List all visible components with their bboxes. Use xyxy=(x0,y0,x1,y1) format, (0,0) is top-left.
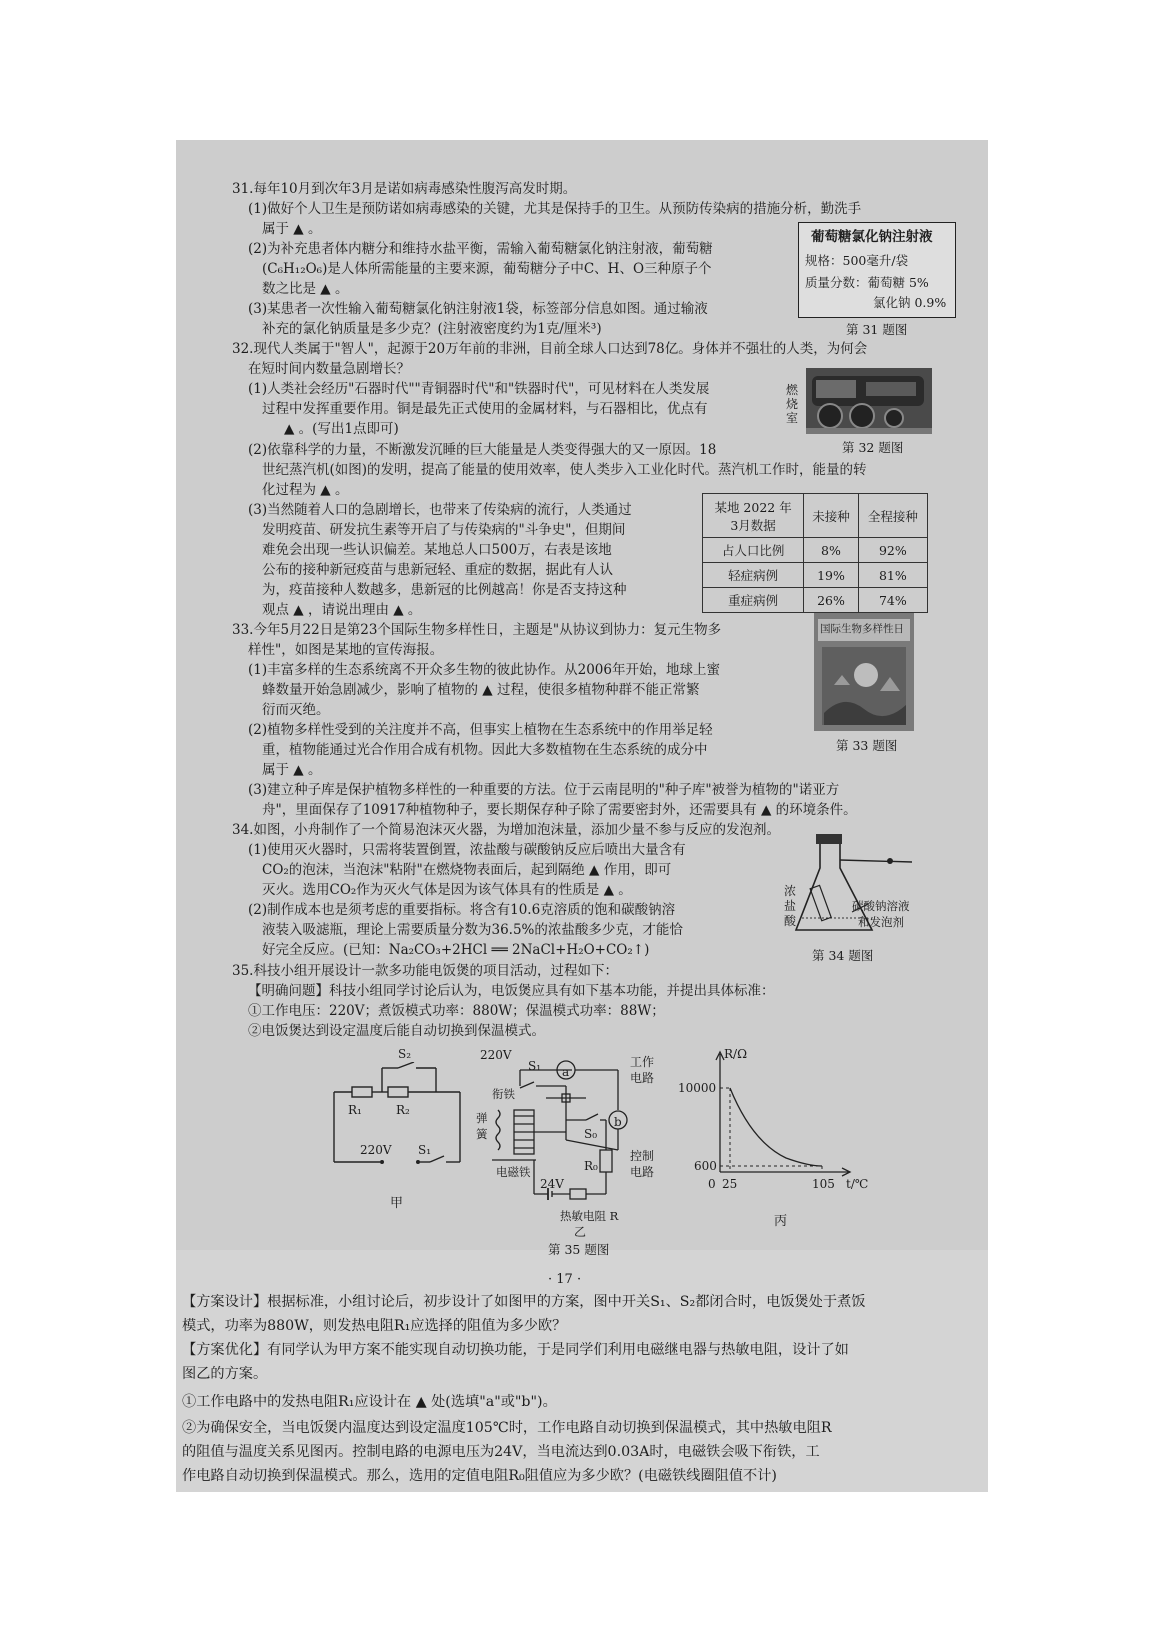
q35-optimize-1: 【方案优化】有同学认为甲方案不能实现自动切换功能，于是同学们利用电磁继电器与热敏电阻，设计了如 xyxy=(182,1342,849,1358)
q33-part1-a: (1)丰富多样的生态系统离不开众多生物的彼此协作。从2006年开始，地球上蜜 xyxy=(248,662,720,678)
q33-part2-c: 属于 ▲ 。 xyxy=(262,762,322,778)
q31-part2-b: (C₆H₁₂O₆)是人体所需能量的主要来源，葡萄糖分子中C、H、O三种原子个 xyxy=(262,261,712,277)
q34-part2-c: 好完全反应。(已知：Na₂CO₃+2HCl ══ 2NaCl+H₂O+CO₂↑) xyxy=(262,942,650,958)
yi-armature: 衔铁 xyxy=(492,1087,515,1101)
yi-b: b xyxy=(614,1115,622,1129)
table-row xyxy=(703,563,928,588)
q34-part1-b: CO₂的泡沫，当泡沫"粘附"在燃烧物表面后，起到隔绝 ▲ 作用，即可 xyxy=(262,862,672,878)
q34-part2-a: (2)制作成本也是须考虑的重要指标。将含有10.6克溶质的饱和碳酸钠溶 xyxy=(248,902,676,918)
q35-design-2: 模式，功率为880W，则发热电阻R₁应选择的阻值为多少欧？ xyxy=(182,1318,567,1334)
q33-part3-b: 舟"，里面保存了10917种植物种子，要长期保存种子除了需要密封外，还需要具有 ▲ 的环境条件。 xyxy=(262,802,857,818)
q35-design-1: 【方案设计】根据标准，小组讨论后，初步设计了如图甲的方案，图中开关S₁、S₂都闭合时，电饭煲处于煮饭 xyxy=(182,1294,866,1310)
yi-thermistor: 热敏电阻 R xyxy=(560,1209,619,1223)
table-header-vaccinated: 全程接种 xyxy=(858,494,927,538)
q33-part1-b: 蜂数量开始急剧减少，影响了植物的 ▲ 过程，使很多植物种群不能正常繁 xyxy=(262,682,700,698)
q31-label-title: 葡萄糖氯化钠注射液 xyxy=(811,229,933,245)
q34-part1-c: 灭火。选用CO₂作为灭火气体是因为该气体具有的性质是 ▲ 。 xyxy=(262,882,632,898)
q32-part3-e: 为，疫苗接种人数越多，患新冠的比例越高！你是否支持这种 xyxy=(262,582,627,598)
q33-part2-b: 重，植物能通过光合作用合成有机物。因此大多数植物在生态系统的成分中 xyxy=(262,742,708,758)
q32-stem-2: 在短时间内数量急剧增长？ xyxy=(248,361,410,377)
q34-caption: 第 34 题图 xyxy=(812,948,874,963)
jia-s2: S₂ xyxy=(398,1047,412,1061)
q35-optimize-2: 图乙的方案。 xyxy=(182,1366,268,1382)
table-cell: 74% xyxy=(858,588,927,613)
q35-criterion-2: ②电饭煲达到设定温度后能自动切换到保温模式。 xyxy=(248,1023,545,1039)
q33-caption: 第 33 题图 xyxy=(836,738,898,753)
q32-combustion-label: 燃烧室 xyxy=(786,383,799,425)
jia-voltage: 220V xyxy=(360,1143,392,1157)
yi-s0: S₀ xyxy=(584,1127,598,1141)
q32-part1-c: ▲ 。(写出1点即可) xyxy=(284,421,399,437)
yi-ctrl-1: 控制 xyxy=(630,1149,655,1163)
q32-part3-f: 观点 ▲ ，请说出理由 ▲ 。 xyxy=(262,602,422,618)
q32-part2-b: 世纪蒸汽机(如图)的发明，提高了能量的使用效率，使人类步入工业化时代。蒸汽机工作时，能量的转 xyxy=(262,462,867,478)
yi-electromagnet: 电磁铁 xyxy=(496,1165,531,1179)
yi-work-1: 工作 xyxy=(630,1055,655,1069)
bing-y-tick-600: 600 xyxy=(694,1159,717,1173)
q31-part1-b: 属于 ▲ 。 xyxy=(262,221,322,237)
q35-stem: 35.科技小组开展设计一款多功能电饭煲的项目活动，过程如下： xyxy=(232,963,618,979)
yi-r0: R₀ xyxy=(584,1159,598,1173)
q34-solution-label-1: 碳酸钠溶液 xyxy=(852,899,910,913)
bing-x-tick-0: 0 xyxy=(708,1177,716,1191)
q34-part1-a: (1)使用灭火器时，只需将装置倒置，浓盐酸与碳酸钠反应后喷出大量含有 xyxy=(248,842,686,858)
q33-stem-1: 33.今年5月22日是第23个国际生物多样性日，主题是"从协议到协力：复元生物多 xyxy=(232,622,722,638)
table-row xyxy=(703,538,928,563)
vaccine-data-table xyxy=(702,493,928,613)
poster-title: 国际生物多样性日 xyxy=(820,623,904,635)
jia-r2: R₂ xyxy=(396,1103,410,1117)
yi-a: a xyxy=(562,1065,570,1079)
q34-stem: 34.如图，小舟制作了一个简易泡沫灭火器，为增加泡沫量，添加少量不参与反应的发泡剂。 xyxy=(232,822,780,838)
table-cell: 19% xyxy=(804,563,859,588)
q31-part2-c: 数之比是 ▲ 。 xyxy=(262,281,349,297)
q34-part2-b: 液装入吸滤瓶，理论上需要质量分数为36.5%的浓盐酸多少克，才能恰 xyxy=(262,922,683,938)
q35-opt-item-2b: 的阻值与温度关系见图丙。控制电路的电源电压为24V，当电流达到0.03A时，电磁铁会吸下衔铁，工 xyxy=(182,1444,820,1460)
q32-part1-b: 过程中发挥重要作用。铜是最先正式使用的金属材料，与石器相比，优点有 xyxy=(262,401,708,417)
table-cell: 26% xyxy=(804,588,859,613)
q35-opt-item-2c: 作电路自动切换到保温模式。那么，选用的定值电阻R₀阻值应为多少欧？(电磁铁线圈阻值不计) xyxy=(182,1468,777,1484)
q31-label-box xyxy=(798,222,956,318)
q31-label-nacl: 氯化钠 0.9% xyxy=(873,295,947,310)
q35-opt-item-2a: ②为确保安全，当电饭煲内温度达到设定温度105℃时，工作电路自动切换到保温模式，其中热敏电阻R xyxy=(182,1420,832,1436)
bing-y-tick-10000: 10000 xyxy=(678,1081,717,1095)
q35-caption: 第 35 题图 xyxy=(548,1242,610,1257)
steam-engine-image xyxy=(806,368,932,434)
table-cell: 81% xyxy=(858,563,927,588)
q33-part2-a: (2)植物多样性受到的关注度并不高，但事实上植物在生态系统中的作用举足轻 xyxy=(248,722,713,738)
q31-part1-a: (1)做好个人卫生是预防诺如病毒感染的关键，尤其是保持手的卫生。从预防传染病的措施分析，勤洗手 xyxy=(248,201,862,217)
yi-spring-2: 簧 xyxy=(476,1127,488,1141)
table-cell: 重症病例 xyxy=(703,588,804,613)
q33-part1-c: 衍而灭绝。 xyxy=(262,702,330,718)
page-number: · 17 · xyxy=(548,1272,582,1287)
q33-part3-a: (3)建立种子库是保护植物多样性的一种重要的方法。位于云南昆明的"种子库"被誉为植物的"诺亚方 xyxy=(248,782,840,798)
q31-caption: 第 31 题图 xyxy=(846,322,908,337)
q31-part3-a: (3)某患者一次性输入葡萄糖氯化钠注射液1袋，标签部分信息如图。通过输液 xyxy=(248,301,708,317)
jia-r1: R₁ xyxy=(348,1103,362,1117)
yi-spring-1: 弹 xyxy=(476,1111,488,1125)
bing-y-axis-label: R/Ω xyxy=(724,1047,748,1061)
q32-part2-c: 化过程为 ▲ 。 xyxy=(262,482,349,498)
bing-x-tick-25: 25 xyxy=(722,1177,738,1191)
q32-part3-a: (3)当然随着人口的急剧增长，也带来了传染病的流行，人类通过 xyxy=(248,502,632,518)
table-header-unvaccinated: 未接种 xyxy=(804,494,859,538)
table-cell: 8% xyxy=(804,538,859,563)
q34-solution-label-2: 和发泡剂 xyxy=(858,915,904,929)
jia-s1: S₁ xyxy=(418,1143,432,1157)
q33-stem-2: 样性"，如图是某地的宣传海报。 xyxy=(248,642,444,658)
bing-caption: 丙 xyxy=(774,1214,788,1229)
table-row xyxy=(703,588,928,613)
q31-part3-b: 补充的氯化钠质量是多少克？(注射液密度约为1克/厘米³) xyxy=(262,321,602,337)
q32-stem-1: 32.现代人类属于"智人"，起源于20万年前的非洲，目前全球人口达到78亿。身体并不强壮的人类，为何会 xyxy=(232,341,868,357)
table-cell: 占人口比例 xyxy=(703,538,804,563)
yi-voltage-24: 24V xyxy=(540,1177,564,1191)
q32-part3-c: 难免会出现一些认识偏差。某地总人口500万，右表是该地 xyxy=(262,542,612,558)
q31-part2-a: (2)为补充患者体内糖分和维持水盐平衡，需输入葡萄糖氯化钠注射液，葡萄糖 xyxy=(248,241,713,257)
q32-part3-d: 公布的接种新冠疫苗与患新冠轻、重症的数据，据此有人认 xyxy=(262,562,613,578)
table-cell: 92% xyxy=(858,538,927,563)
q31-label-mass: 质量分数：葡萄糖 5% xyxy=(805,275,929,290)
yi-s1: S₁ xyxy=(528,1059,542,1073)
q35-opt-item-1: ①工作电路中的发热电阻R₁应设计在 ▲ 处(选填"a"或"b")。 xyxy=(182,1394,557,1410)
q32-part1-a: (1)人类社会经历"石器时代""青铜器时代"和"铁器时代"，可见材料在人类发展 xyxy=(248,381,710,397)
yi-voltage-220: 220V xyxy=(480,1048,512,1062)
q35-criterion-1: ①工作电压：220V；煮饭模式功率：880W；保温模式功率：88W； xyxy=(248,1003,665,1019)
q31-label-spec: 规格：500毫升/袋 xyxy=(805,253,909,268)
q32-caption: 第 32 题图 xyxy=(842,440,904,455)
jia-caption: 甲 xyxy=(390,1196,404,1211)
bing-x-tick-105: 105 xyxy=(812,1177,835,1191)
table-cell: 轻症病例 xyxy=(703,563,804,588)
bing-x-axis-label: t/℃ xyxy=(846,1177,869,1191)
yi-ctrl-2: 电路 xyxy=(630,1165,655,1179)
yi-work-2: 电路 xyxy=(630,1071,655,1085)
q32-part3-b: 发明疫苗、研发抗生素等开启了与传染病的"斗争史"，但期间 xyxy=(262,522,626,538)
circuit-jia xyxy=(330,1062,466,1174)
q32-part2-a: (2)依靠科学的力量，不断激发沉睡的巨大能量是人类变得强大的又一原因。18 xyxy=(248,442,717,458)
q34-acid-label: 浓盐酸 xyxy=(784,884,797,928)
q35-clarify: 【明确问题】科技小组同学讨论后认为，电饭煲应具有如下基本功能，并提出具体标准： xyxy=(248,983,775,999)
table-header-label: 某地 2022 年 3月数据 xyxy=(703,494,804,538)
q31-stem: 31.每年10月到次年3月是诺如病毒感染性腹泻高发时期。 xyxy=(232,181,577,197)
yi-caption: 乙 xyxy=(574,1225,587,1239)
thermistor-graph-bing xyxy=(700,1048,860,1188)
